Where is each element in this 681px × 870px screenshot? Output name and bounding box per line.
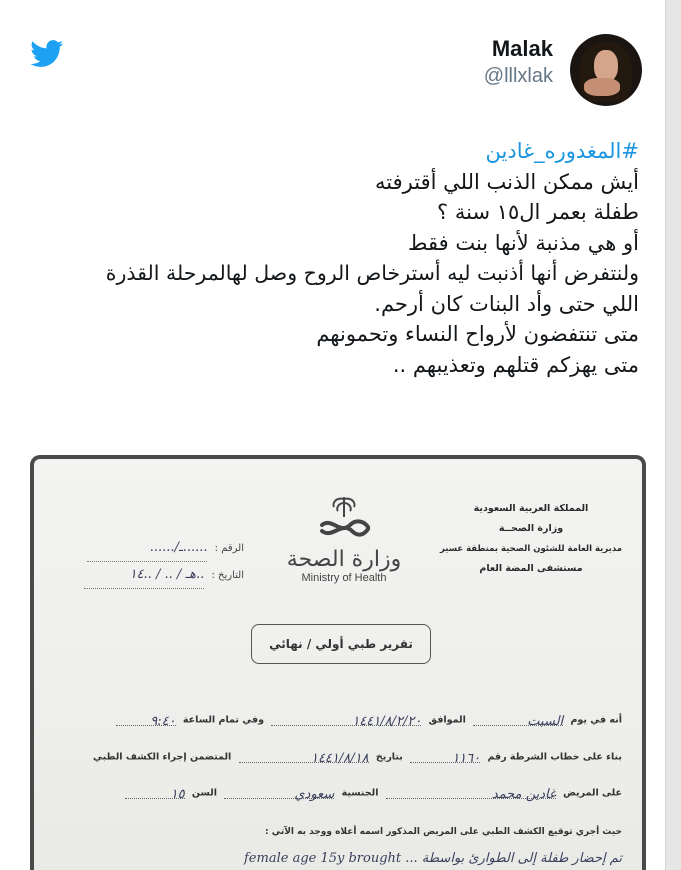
document-header [440, 499, 622, 579]
avatar-hand [584, 78, 620, 96]
number-label: الرقم : [214, 543, 244, 554]
avatar[interactable] [570, 34, 642, 106]
ministry-label: وزارة الصحــة [498, 523, 564, 534]
number-row [44, 535, 244, 562]
twitter-bird-icon[interactable] [30, 40, 64, 68]
kingdom-label: المملكة العربية السعودية [473, 503, 589, 514]
handwritten-letter-number: ١١٦٠ [410, 751, 480, 763]
report-title-box: تقرير طبي أولي / نهائي [251, 624, 431, 664]
directorate-label: مديرية العامة للشئون الصحية بمنطقة عسير [439, 544, 622, 554]
line-label: بتاريخ [375, 751, 403, 763]
tweet-line: متى يهزكم قتلهم وتعذيبهم .. [392, 352, 639, 377]
handwritten-age: ١٥ [125, 787, 185, 799]
handwritten-date: ١٤٤١/٨/٢/٢٠ [271, 714, 421, 726]
ministry-of-health-logo [284, 495, 404, 595]
moh-emblem-icon [314, 495, 374, 539]
tweet-line: أو هي مذنبة لأنها بنت فقط [408, 230, 639, 255]
line-label: الموافق [428, 714, 466, 726]
date-label: التاريخ : [211, 570, 244, 581]
handwritten-findings: تم إحضار طفلة إلى الطوارئ بواسطة ... female age 15y brought [244, 851, 622, 866]
form-line-findings: حيث أجري توقيع الكشف الطبي على المريض المذكور اسمه أعلاه ووجد به الآتي : [265, 827, 622, 837]
line-label: المتضمن إجراء الكشف الطبي [93, 751, 232, 763]
line-label: أنه في يوم [570, 714, 622, 726]
handwritten-day: السبت [473, 714, 563, 726]
medical-report-document [34, 459, 642, 870]
tweet-line: ولنتفرض أنها أذنبت ليه أسترخاص الروح وصل لهالمرحلة القذرة [105, 261, 639, 285]
tweet-line: متى تنتفضون لأرواح النساء وتحمونهم [316, 322, 639, 346]
form-line-patient [48, 787, 622, 802]
handwritten-time: ٩:٤٠ [116, 714, 176, 726]
handwritten-patient-name: غادين محمد [386, 787, 556, 799]
handwritten-letter-date: ١٤٤١/٨/١٨ [239, 751, 369, 763]
date-row [44, 562, 244, 589]
number-value: ......ـ/...... [87, 535, 207, 562]
tweet-line: أيش ممكن الذنب اللي أقترفته [375, 169, 639, 194]
form-line-day [48, 714, 622, 729]
display-name[interactable]: Malak [491, 36, 553, 61]
hashtag-link[interactable]: #المغدوره_غادين [485, 139, 639, 163]
handwritten-nationality: سعودي [224, 787, 334, 799]
tweet-line: طفلة بعمر ال١٥ سنة ؟ [437, 200, 639, 224]
tweet-line: اللي حتى وأد البنات كان أرحم. [374, 291, 639, 316]
line-label: الجنسية [341, 787, 379, 799]
logo-arabic-text: وزارة الصحة [286, 547, 402, 572]
date-value: ..هـ / .. / ..١٤ [84, 562, 204, 589]
line-label: وفي تمام الساعة [182, 714, 265, 726]
user-handle[interactable]: @lllxlak [483, 65, 553, 87]
user-info[interactable] [484, 35, 553, 89]
line-label: السن [191, 787, 217, 799]
tweet-text [19, 136, 639, 380]
hospital-label: مستشفى المضة العام [479, 563, 583, 574]
line-label: بناء على خطاب الشرطة رقم [487, 751, 622, 763]
logo-english-text: Ministry of Health [301, 572, 387, 584]
number-date-block [44, 535, 244, 589]
line-label: على المريض [563, 787, 622, 799]
form-line-police [48, 751, 622, 766]
scrollbar[interactable] [666, 0, 681, 870]
tweet-photo[interactable] [30, 455, 646, 870]
